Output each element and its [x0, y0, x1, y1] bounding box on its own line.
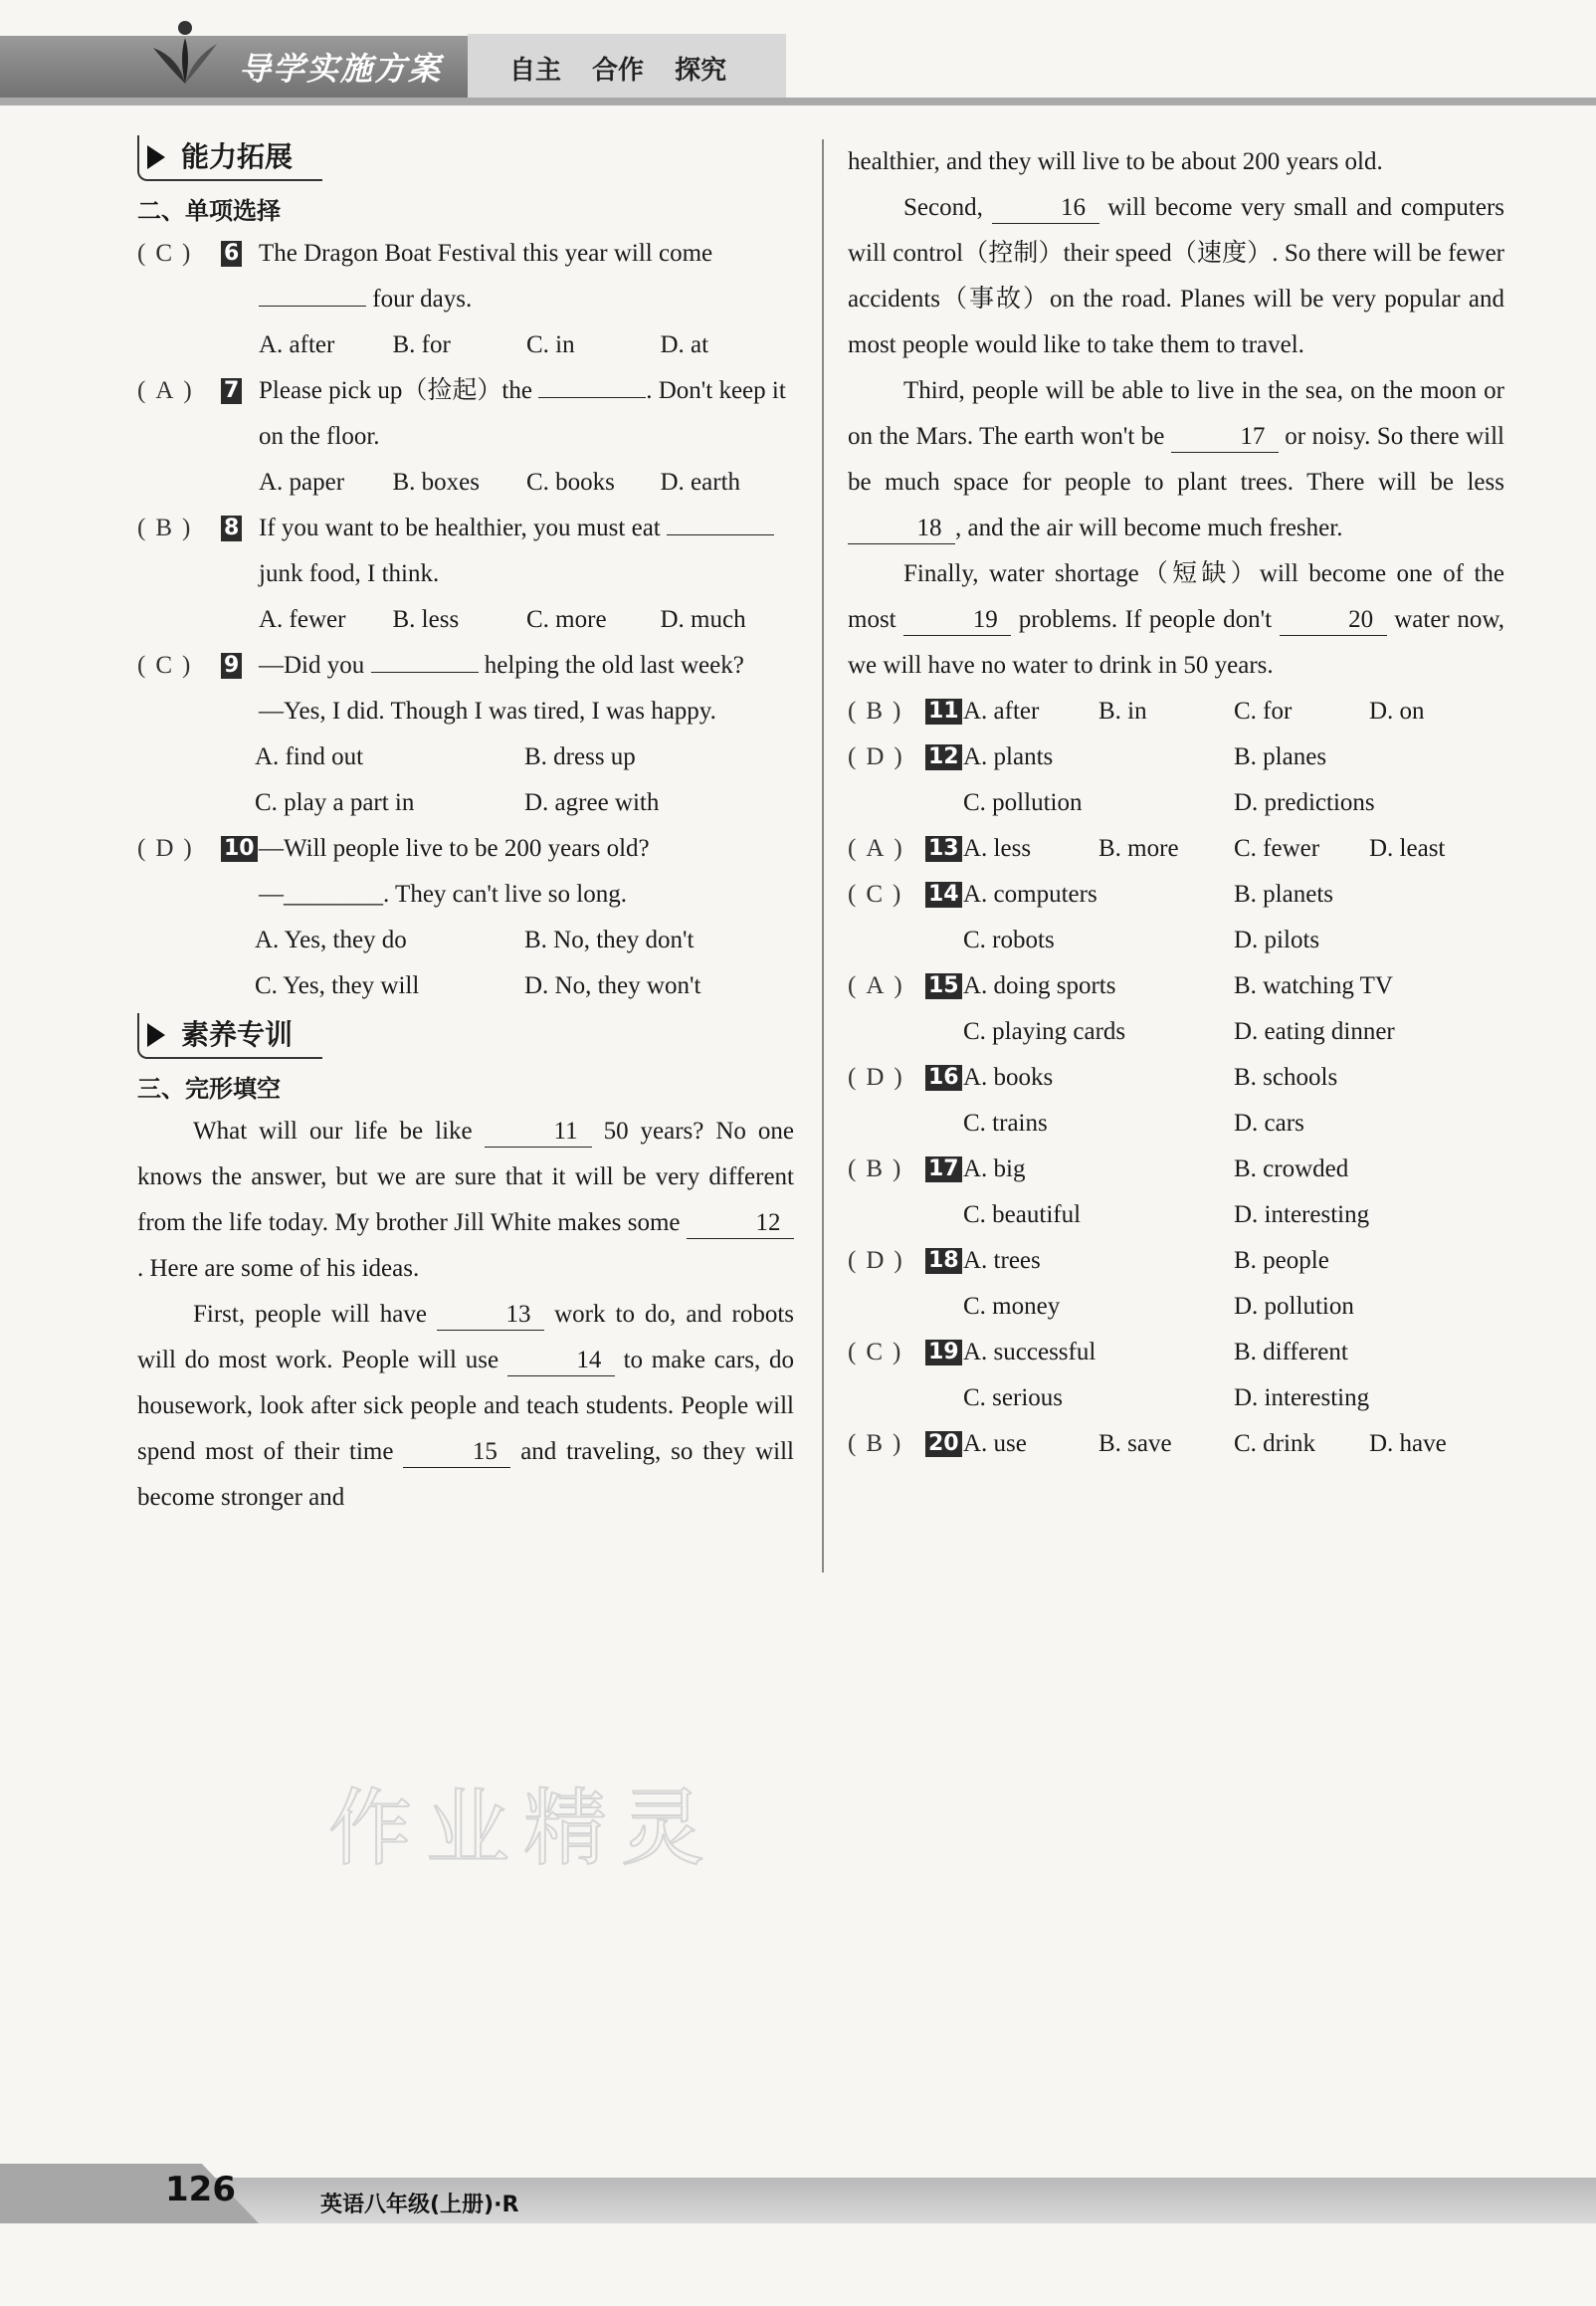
answer-bracket: (A): [137, 377, 202, 404]
mc-question: [137, 231, 794, 368]
blank-18: 18: [848, 514, 955, 544]
cloze-question: [848, 1147, 1504, 1192]
option: C. beautiful: [963, 1201, 1082, 1228]
answer-bracket: (D): [848, 1247, 912, 1274]
book-title: 英语八年级(上册)·R: [320, 2193, 519, 2217]
answer-bracket: (B): [848, 1155, 911, 1182]
answer-bracket: (A): [848, 972, 912, 999]
option: D. at: [660, 331, 709, 358]
option: C. robots: [963, 927, 1055, 953]
blank-12: 12: [687, 1208, 794, 1239]
question-number: 17: [925, 1156, 962, 1182]
question-number: 12: [925, 744, 962, 770]
option: D. cars: [1234, 1110, 1304, 1137]
section-ability-label: 能力拓展: [137, 135, 322, 181]
stem-text: helping the old last week?: [478, 652, 744, 679]
stem-text: four days.: [366, 286, 473, 313]
option: B. people: [1234, 1247, 1329, 1274]
option: D. agree with: [524, 789, 660, 816]
option: B. in: [1098, 698, 1147, 725]
option: C. money: [963, 1293, 1061, 1320]
answer-blank: [538, 397, 646, 398]
cloze-question: [848, 734, 1504, 780]
answer-bracket: (C): [848, 881, 911, 908]
blank-13: 13: [437, 1300, 544, 1331]
option: A. big: [963, 1155, 1026, 1182]
question-number: 10: [221, 836, 258, 862]
dialogue-line: —________. They can't live so long.: [259, 881, 627, 908]
blank-19: 19: [903, 605, 1011, 636]
mc-question-stem: [137, 368, 794, 460]
option: A. use: [963, 1430, 1027, 1457]
option: C. more: [526, 606, 607, 633]
mc-question: [137, 826, 794, 1009]
option: A. paper: [259, 469, 345, 496]
stem-text: Please pick up（捡起）the: [259, 377, 539, 404]
dialogue-line: —Yes, I did. Though I was tired, I was happy.: [259, 698, 716, 725]
page-footer: [0, 2150, 1596, 2229]
cloze-question: [848, 689, 1504, 734]
option: A. Yes, they do: [255, 927, 407, 953]
options-row: [848, 918, 1504, 963]
answer-bracket: (B): [848, 698, 911, 725]
option: A. after: [963, 698, 1040, 725]
blank-15: 15: [403, 1437, 510, 1468]
option: C. in: [526, 331, 575, 358]
blank-11: 11: [485, 1117, 592, 1148]
option: D. predictions: [1234, 789, 1375, 816]
option: B. planets: [1234, 881, 1333, 908]
options-row: [137, 918, 794, 963]
option: D. have: [1369, 1430, 1447, 1457]
answer-bracket: (C): [137, 240, 201, 267]
question-number: 6: [221, 241, 242, 267]
blank-14: 14: [507, 1346, 615, 1376]
option: B. save: [1098, 1430, 1172, 1457]
option: C. playing cards: [963, 1018, 1126, 1045]
question-number: 15: [925, 973, 962, 999]
mc-question: [137, 368, 794, 506]
question-number: 14: [925, 882, 962, 908]
stem-text: —Did you: [259, 652, 371, 679]
option: A. plants: [963, 743, 1054, 770]
cloze-options-list: [848, 689, 1504, 1467]
cloze-question: [848, 872, 1504, 918]
header-rule: [0, 98, 1596, 105]
question-number: 18: [925, 1248, 962, 1274]
stem-text: If you want to be healthier, you must eat: [259, 515, 667, 541]
option: D. pilots: [1234, 927, 1320, 953]
option: D. much: [660, 606, 746, 633]
answer-bracket: (C): [137, 652, 201, 679]
option: C. books: [526, 469, 615, 496]
blank-20: 20: [1280, 605, 1387, 636]
option: B. different: [1234, 1339, 1348, 1365]
option: A. computers: [963, 881, 1097, 908]
option: D. earth: [660, 469, 741, 496]
option: B. less: [392, 606, 460, 633]
option: C. pollution: [963, 789, 1083, 816]
passage-paragraph-2: First, people will have 13 work to do, and robots will do most work. People will use 14 to make cars, do housework, look after sick people and teach students. People will spend most of their time 15 and traveling, so they will become stronger and: [137, 1301, 794, 1511]
options-row: [848, 1375, 1504, 1421]
option: B. crowded: [1234, 1155, 1349, 1182]
option: B. No, they don't: [524, 927, 695, 953]
question-number: 19: [925, 1340, 962, 1365]
option: B. schools: [1234, 1064, 1338, 1091]
stem-text: The Dragon Boat Festival this year will come: [259, 240, 713, 267]
passage-paragraph-4: Third, people will be able to live in the sea, on the moon or on the Mars. The earth won't be 17 or noisy. So there will be much space for people to plant trees. There will be less 18 , and the air will become much fresher.: [848, 368, 1504, 551]
answer-bracket: (B): [137, 515, 201, 541]
cloze-question: [848, 1330, 1504, 1375]
column-divider: [822, 139, 824, 1572]
options-row: [137, 322, 794, 368]
question-number: 7: [221, 378, 242, 404]
blank-16: 16: [992, 193, 1099, 224]
options-row: [137, 780, 794, 826]
question-number: 11: [925, 699, 962, 725]
cloze-question: [848, 1421, 1504, 1467]
section-literacy-label: 素养专训: [137, 1013, 322, 1059]
multiple-choice-list: [137, 231, 794, 1009]
option: C. play a part in: [255, 789, 415, 816]
option: D. interesting: [1234, 1201, 1370, 1228]
options-row: [848, 1101, 1504, 1147]
page-number: 126: [165, 2170, 236, 2209]
options-row: [137, 734, 794, 780]
cloze-question: [848, 1055, 1504, 1101]
options-row: [137, 963, 794, 1009]
section-literacy-subtitle: 三、完形填空: [137, 1075, 281, 1103]
question-number: 8: [221, 516, 242, 541]
mc-question-stem: [137, 231, 794, 322]
right-column: [848, 139, 1504, 1467]
cloze-question: [848, 963, 1504, 1009]
options-row: [848, 1192, 1504, 1238]
answer-bracket: (B): [848, 1430, 911, 1457]
answer-bracket: (C): [848, 1339, 911, 1365]
option: C. trains: [963, 1110, 1048, 1137]
option: C. serious: [963, 1384, 1063, 1411]
mc-question: [137, 506, 794, 643]
mc-question-stem: [137, 643, 794, 689]
option: C. fewer: [1234, 835, 1320, 862]
option: A. find out: [255, 743, 364, 770]
passage-paragraph-5: Finally, water shortage（短缺）will become one of the most 19 problems. If people don't 20 water now, we will have no water to drink in 50 years.: [848, 560, 1504, 679]
option: A. doing sports: [963, 972, 1116, 999]
option: B. dress up: [524, 743, 636, 770]
page-header: [0, 0, 1596, 119]
question-number: 13: [925, 836, 962, 862]
answer-bracket: (D): [848, 743, 912, 770]
answer-bracket: (D): [848, 1064, 912, 1091]
option: C. drink: [1234, 1430, 1315, 1457]
answer-blank: [371, 672, 479, 673]
option: D. on: [1369, 698, 1425, 725]
section-ability-subtitle: 二、单项选择: [137, 197, 281, 225]
option: D. pollution: [1234, 1293, 1354, 1320]
option: D. No, they won't: [524, 972, 701, 999]
section-literacy: [137, 1013, 794, 1069]
mc-question: [137, 643, 794, 826]
options-row: [137, 460, 794, 506]
question-number: 9: [221, 653, 242, 679]
stem-text: . Don't keep it on the floor.: [259, 377, 786, 450]
section-ability: [137, 135, 794, 191]
option: B. more: [1098, 835, 1179, 862]
option: D. interesting: [1234, 1384, 1370, 1411]
passage-paragraph-2-continued: healthier, and they will live to be about 200 years old.: [848, 148, 1383, 175]
mc-question-stem: [137, 506, 794, 597]
answer-bracket: (D): [137, 835, 202, 862]
option: A. books: [963, 1064, 1054, 1091]
option: A. after: [259, 331, 335, 358]
header-title: 导学实施方案: [239, 50, 443, 88]
answer-bracket: (A): [848, 835, 912, 862]
passage-paragraph-1: What will our life be like 11 50 years? No one knows the answer, but we are sure that it will be very different from the life today. My brother Jill White makes some 12. Here are some of his ideas.: [137, 1118, 794, 1282]
answer-blank: [259, 306, 366, 307]
option: B. boxes: [392, 469, 480, 496]
question-number: 16: [925, 1065, 962, 1091]
passage-paragraph-3: Second, 16 will become very small and computers will control（控制）their speed（速度）. So there will be fewer accidents（事故）on the road. Planes will be very popular and most people would like to take them to travel.: [848, 194, 1504, 358]
options-row: [848, 780, 1504, 826]
logo-icon: [149, 18, 221, 88]
header-tags: 自主 合作 探究: [509, 56, 727, 86]
answer-blank: [667, 534, 774, 535]
option: A. successful: [963, 1339, 1097, 1365]
option: D. eating dinner: [1234, 1018, 1395, 1045]
options-row: [848, 1009, 1504, 1055]
watermark: 作业精灵: [328, 1780, 719, 1877]
stem-text: junk food, I think.: [259, 560, 440, 587]
options-row: [137, 597, 794, 643]
option: A. trees: [963, 1247, 1041, 1274]
option: A. less: [963, 835, 1032, 862]
options-row: [848, 1284, 1504, 1330]
option: B. planes: [1234, 743, 1327, 770]
blank-17: 17: [1171, 422, 1279, 453]
cloze-question: [848, 826, 1504, 872]
question-number: 20: [925, 1431, 962, 1457]
option: C. Yes, they will: [255, 972, 420, 999]
option: C. for: [1234, 698, 1293, 725]
option: A. fewer: [259, 606, 346, 633]
cloze-question: [848, 1238, 1504, 1284]
option: B. watching TV: [1234, 972, 1393, 999]
option: B. for: [392, 331, 451, 358]
option: D. least: [1369, 835, 1446, 862]
left-column: [137, 135, 794, 1521]
mc-question-stem: [137, 826, 794, 872]
stem-text: —Will people live to be 200 years old?: [259, 835, 650, 862]
